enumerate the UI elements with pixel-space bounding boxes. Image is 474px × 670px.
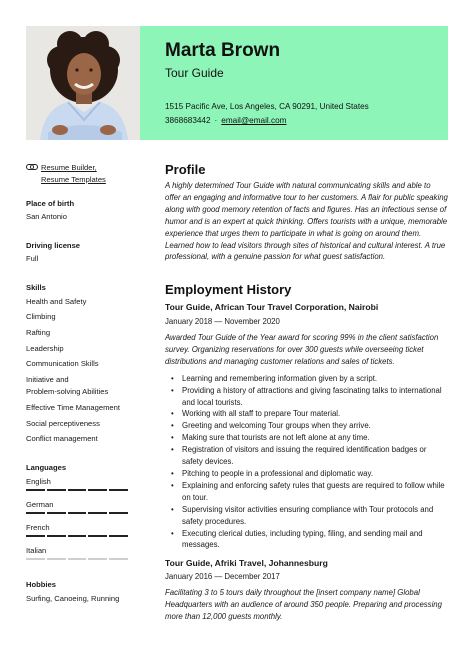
employment-section bbox=[165, 282, 450, 623]
profile-text-line: offer an engaging and informative tour to her customers. A flair for public speaking bbox=[165, 192, 448, 202]
job-bullet-item bbox=[165, 373, 450, 385]
language-level-segment bbox=[109, 558, 128, 560]
language-level-segment bbox=[88, 535, 107, 537]
skill-item-continued: Problem-solving Abilities bbox=[26, 387, 109, 397]
language-name: English bbox=[26, 477, 51, 486]
links-row bbox=[26, 162, 106, 186]
job-entry bbox=[165, 558, 450, 623]
language-level-segment bbox=[68, 558, 87, 560]
job-bullet-item bbox=[165, 408, 450, 420]
language-list bbox=[26, 476, 128, 560]
job-summary-line: distributions and managing customer relations and sales of tickets. bbox=[165, 356, 395, 366]
hobbies-value: Surfing, Canoeing, Running bbox=[26, 594, 120, 603]
job-bullet-line: messages. bbox=[182, 540, 220, 550]
job-bullet-item bbox=[165, 420, 450, 432]
skill-item: Social perceptiveness bbox=[26, 418, 100, 428]
profile-photo bbox=[26, 26, 140, 140]
job-bullet-line: on tour. bbox=[182, 492, 209, 502]
skill-item: Communication Skills bbox=[26, 359, 99, 369]
language-level-bar bbox=[26, 512, 128, 514]
language-level-segment bbox=[88, 558, 107, 560]
job-bullet-line: • Executing clerical duties, including typing, filing, and sending mail and bbox=[182, 528, 423, 538]
profile-text-line: professional, with a genuine passion for what guest satisfaction. bbox=[165, 252, 386, 262]
language-name: Italian bbox=[26, 546, 47, 555]
language-name: German bbox=[26, 500, 54, 509]
job-bullet-line: • Greeting and welcoming Tour groups when they arrive. bbox=[182, 421, 371, 431]
job-bullets bbox=[165, 373, 450, 552]
link-icon bbox=[26, 163, 36, 170]
language-level-segment bbox=[26, 512, 45, 514]
profile-summary bbox=[165, 180, 450, 263]
job-bullet-item bbox=[165, 432, 450, 444]
skills-section bbox=[26, 283, 136, 445]
language-level-bar bbox=[26, 489, 128, 491]
job-summary-line: Facilitating 3 to 5 tours daily throughout the [insert company name] Global bbox=[165, 588, 420, 598]
job-bullet-line: • Registration of visitors and issuing the required identification badges or bbox=[182, 445, 427, 455]
language-level-bar bbox=[26, 535, 128, 537]
job-summary-line: more than 12,000 guests monthly. bbox=[165, 612, 283, 622]
job-bullet-line: safety devices. bbox=[182, 457, 234, 467]
language-level-segment bbox=[88, 489, 107, 491]
place-of-birth-section bbox=[26, 199, 74, 223]
job-bullet-line: safety procedures. bbox=[182, 516, 247, 526]
job-bullet-line: • Explaining and enforcing safety rules that guests are required to follow while bbox=[182, 480, 445, 490]
job-dates: January 2016 — December 2017 bbox=[165, 572, 280, 582]
skill-item: Climbing bbox=[26, 312, 56, 322]
job-bullet-line: • Providing a history of attractions and giving fascinating talks to international bbox=[182, 385, 442, 395]
employment-heading: Employment History bbox=[165, 282, 292, 297]
contact-line bbox=[165, 116, 286, 125]
skill-item: Conflict management bbox=[26, 434, 98, 444]
email-link[interactable]: email@email.com bbox=[221, 116, 287, 125]
profile-heading: Profile bbox=[165, 162, 206, 177]
job-bullet-line: • Making sure that tourists are not left alone at any time. bbox=[182, 433, 370, 443]
language-level-segment bbox=[109, 489, 128, 491]
candidate-name: Marta Brown bbox=[165, 40, 281, 61]
profile-text-line: Learned how to lead visitors through sites of historical and cultural interest. A true bbox=[165, 240, 446, 250]
job-bullet-item bbox=[165, 504, 450, 528]
place-of-birth-value: San Antonio bbox=[26, 212, 67, 221]
job-bullet-line: and local tourists. bbox=[182, 397, 243, 407]
job-bullet-line: • Learning and remembering information given by a script. bbox=[182, 373, 378, 383]
language-level-segment bbox=[109, 535, 128, 537]
profile-text-line: along with good memory retention of facts and figures. Has an infectious sense of bbox=[165, 204, 447, 214]
skill-item: Health and Safety bbox=[26, 296, 87, 306]
driving-license-value: Full bbox=[26, 254, 39, 263]
profile-section bbox=[165, 162, 450, 263]
language-item bbox=[26, 499, 128, 514]
contact-separator: · bbox=[214, 116, 218, 125]
link-list bbox=[41, 162, 106, 186]
language-name: French bbox=[26, 523, 50, 532]
job-summary-line: survey. Organizing reservations for over 300 guests while overseeing ticket bbox=[165, 344, 424, 354]
language-level-segment bbox=[47, 512, 66, 514]
job-bullet-item bbox=[165, 528, 450, 552]
skill-item: Effective Time Management bbox=[26, 402, 120, 412]
hobbies-label: Hobbies bbox=[26, 580, 56, 589]
job-entry bbox=[165, 302, 450, 551]
link-resume-builder[interactable]: Resume Builder, bbox=[41, 163, 97, 172]
job-summary bbox=[165, 332, 450, 368]
portrait-image bbox=[26, 26, 140, 140]
language-level-bar bbox=[26, 558, 128, 560]
language-item bbox=[26, 476, 128, 491]
language-level-segment bbox=[26, 558, 45, 560]
job-summary-line: Awarded Tour Guide of the Year award for scoring 99% in the client satisfaction bbox=[165, 333, 439, 342]
language-item bbox=[26, 545, 128, 560]
language-item bbox=[26, 522, 128, 537]
job-title: Tour Guide, Afriki Travel, Johannesburg bbox=[165, 558, 328, 569]
skill-item: Leadership bbox=[26, 343, 64, 353]
job-bullet-line: • Supervising visitor activities ensuring compliance with Tour protocols and bbox=[182, 504, 434, 514]
job-summary-line: Headquarters with an audience of around 350 people. Preparing and processing bbox=[165, 600, 442, 610]
link-resume-templates[interactable]: Resume Templates bbox=[41, 175, 106, 184]
job-bullet-item bbox=[165, 444, 450, 468]
job-dates: January 2018 — November 2020 bbox=[165, 317, 280, 326]
language-level-segment bbox=[47, 558, 66, 560]
language-level-segment bbox=[68, 512, 87, 514]
profile-text-line: experience that urges them to participate in what is going on around them. bbox=[165, 228, 422, 238]
hobbies-section bbox=[26, 580, 146, 605]
job-role: Tour Guide bbox=[165, 66, 224, 80]
profile-text-line: humor and is an expert at quick thinking. Offers tourists with a unique, memorable bbox=[165, 216, 448, 226]
language-level-segment bbox=[47, 489, 66, 491]
header-banner bbox=[140, 26, 448, 140]
driving-license-section bbox=[26, 241, 80, 265]
profile-text-line: A highly determined Tour Guide with natural communicating skills and able to bbox=[165, 181, 431, 190]
phone-number: 3868683442 bbox=[165, 116, 211, 125]
address: 1515 Pacific Ave, Los Angeles, CA 90291, United States bbox=[165, 102, 369, 111]
language-level-segment bbox=[26, 489, 45, 491]
language-level-segment bbox=[88, 512, 107, 514]
job-bullet-line: • Pitching to people in a professional and diplomatic way. bbox=[182, 468, 373, 478]
language-level-segment bbox=[109, 512, 128, 514]
skills-label: Skills bbox=[26, 283, 46, 292]
language-level-segment bbox=[26, 535, 45, 537]
languages-label: Languages bbox=[26, 463, 67, 472]
job-bullet-item bbox=[165, 385, 450, 409]
language-level-segment bbox=[68, 489, 87, 491]
job-bullet-line: • Working with all staff to prepare Tour material. bbox=[182, 409, 341, 419]
driving-license-label: Driving license bbox=[26, 241, 81, 250]
job-summary bbox=[165, 587, 450, 623]
skill-item: Initiative and bbox=[26, 375, 69, 385]
place-of-birth-label: Place of birth bbox=[26, 199, 75, 208]
job-title: Tour Guide, African Tour Travel Corporation, Nairobi bbox=[165, 302, 379, 312]
skill-item: Rafting bbox=[26, 328, 51, 338]
language-level-segment bbox=[68, 535, 87, 537]
languages-section bbox=[26, 463, 128, 560]
links-section bbox=[26, 162, 106, 186]
job-bullet-item bbox=[165, 468, 450, 480]
job-bullet-item bbox=[165, 480, 450, 504]
language-level-segment bbox=[47, 535, 66, 537]
